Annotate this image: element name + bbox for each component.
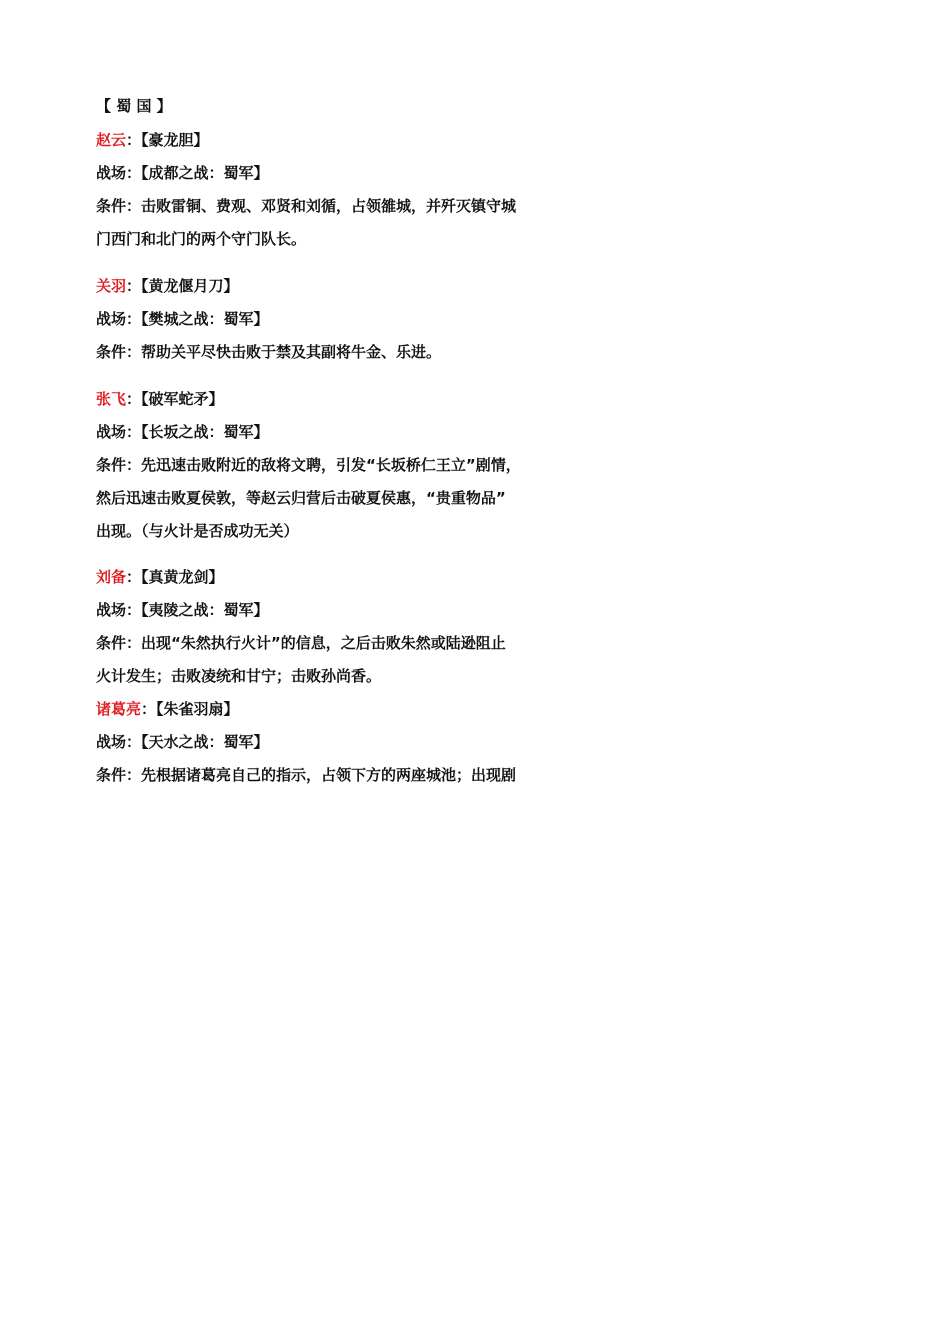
battle-line: 战场：【夷陵之战：蜀军】 bbox=[96, 601, 269, 619]
condition-line: 出现。（与火计是否成功无关） bbox=[96, 522, 299, 540]
condition-line: 条件：击败雷铜、费观、邓贤和刘循，占领雒城，并歼灭镇守城 bbox=[96, 197, 517, 215]
battle-line: 战场：【长坂之战：蜀军】 bbox=[96, 423, 269, 441]
entry-title-zhaoyun bbox=[96, 130, 556, 150]
condition-line: 然后迅速击败夏侯敦，等赵云归营后击破夏侯惠，“贵重物品” bbox=[96, 489, 506, 507]
entry-title-zhugeliang bbox=[96, 699, 556, 719]
general-name: 刘备 bbox=[96, 568, 127, 586]
condition-line: 火计发生；击败凌统和甘宁；击败孙尚香。 bbox=[96, 667, 382, 685]
battle-line: 战场：【樊城之战：蜀军】 bbox=[96, 310, 269, 328]
condition-line: 条件：出现“朱然执行火计”的信息，之后击败朱然或陆逊阻止 bbox=[96, 634, 506, 652]
section-heading: 【 蜀 国 】 bbox=[96, 97, 172, 115]
battle-line: 战场：【成都之战：蜀军】 bbox=[96, 164, 269, 182]
condition-line: 条件：先迅速击败附近的敌将文聘，引发“长坂桥仁王立”剧情， bbox=[96, 456, 521, 474]
entry-title-guanyu bbox=[96, 276, 556, 296]
condition-line: 门西门和北门的两个守门队长。 bbox=[96, 230, 307, 248]
weapon-name: ：【黄龙偃月刀】 bbox=[126, 277, 239, 295]
condition-line: 条件：先根据诸葛亮自己的指示，占领下方的两座城池；出现剧 bbox=[96, 766, 517, 784]
entry-title-liubei bbox=[96, 567, 556, 587]
weapon-name: ：【豪龙胆】 bbox=[126, 131, 209, 149]
condition-line: 条件：帮助关平尽快击败于禁及其副将牛金、乐进。 bbox=[96, 343, 442, 361]
weapon-name: ：【朱雀羽扇】 bbox=[141, 700, 239, 718]
general-name: 关羽 bbox=[96, 277, 127, 295]
general-name: 赵云 bbox=[96, 131, 127, 149]
battle-line: 战场：【天水之战：蜀军】 bbox=[96, 733, 269, 751]
entry-title-zhangfei bbox=[96, 389, 556, 409]
weapon-name: ：【真黄龙剑】 bbox=[126, 568, 224, 586]
weapon-name: ：【破军蛇矛】 bbox=[126, 390, 224, 408]
general-name: 张飞 bbox=[96, 390, 127, 408]
general-name: 诸葛亮 bbox=[96, 700, 142, 718]
